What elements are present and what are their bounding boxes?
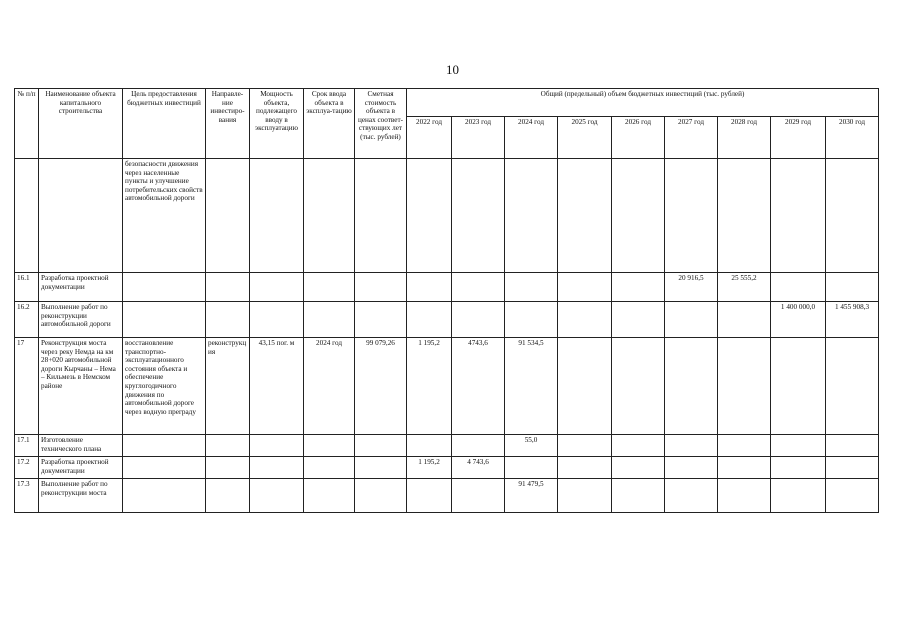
year-value-cell: 91 479,5 bbox=[505, 479, 558, 513]
object-name-cell bbox=[39, 159, 123, 273]
estimate-cell bbox=[355, 159, 407, 273]
year-value-cell bbox=[612, 338, 665, 435]
table-row bbox=[15, 273, 879, 302]
year-value-cell bbox=[612, 302, 665, 338]
year-value-cell bbox=[407, 302, 452, 338]
header-capacity: Мощность объекта, подлежащего вводу в эксплуатацию bbox=[250, 89, 304, 159]
header-total: Общий (предельный) объем бюджетных инвестиций (тыс. рублей) bbox=[407, 89, 879, 117]
direction-cell: реконструкция bbox=[206, 338, 250, 435]
year-value-cell bbox=[505, 302, 558, 338]
term-cell bbox=[304, 273, 355, 302]
table-row bbox=[15, 302, 879, 338]
year-value-cell bbox=[558, 479, 612, 513]
year-value-cell: 91 534,5 bbox=[505, 338, 558, 435]
year-value-cell bbox=[452, 159, 505, 273]
year-value-cell: 1 400 000,0 bbox=[771, 302, 826, 338]
capacity-cell bbox=[250, 479, 304, 513]
goal-cell: безопасности движения через населенные пункты и улучшение потребительских свойств автомобильной дороги bbox=[123, 159, 206, 273]
object-name-cell: Разработка проектной документации bbox=[39, 457, 123, 479]
year-value-cell bbox=[612, 435, 665, 457]
year-value-cell bbox=[826, 338, 879, 435]
year-value-cell bbox=[558, 338, 612, 435]
estimate-cell: 99 079,26 bbox=[355, 338, 407, 435]
year-value-cell: 1 195,2 bbox=[407, 338, 452, 435]
estimate-cell bbox=[355, 273, 407, 302]
row-num-cell: 16.1 bbox=[15, 273, 39, 302]
year-value-cell bbox=[665, 159, 718, 273]
row-num-cell: 17 bbox=[15, 338, 39, 435]
header-year: 2026 год bbox=[612, 117, 665, 159]
row-num-cell: 17.1 bbox=[15, 435, 39, 457]
row-num-cell: 16.2 bbox=[15, 302, 39, 338]
year-value-cell bbox=[452, 273, 505, 302]
year-value-cell bbox=[558, 273, 612, 302]
year-value-cell bbox=[558, 435, 612, 457]
header-year: 2030 год bbox=[826, 117, 879, 159]
object-name-cell: Изготовление технического плана bbox=[39, 435, 123, 457]
year-value-cell bbox=[452, 479, 505, 513]
year-value-cell bbox=[771, 273, 826, 302]
estimate-cell bbox=[355, 302, 407, 338]
year-value-cell bbox=[665, 435, 718, 457]
year-value-cell bbox=[771, 435, 826, 457]
year-value-cell bbox=[771, 159, 826, 273]
year-value-cell bbox=[826, 457, 879, 479]
term-cell: 2024 год bbox=[304, 338, 355, 435]
term-cell bbox=[304, 479, 355, 513]
table-row bbox=[15, 435, 879, 457]
year-value-cell bbox=[505, 159, 558, 273]
year-value-cell: 1 195,2 bbox=[407, 457, 452, 479]
year-value-cell bbox=[558, 302, 612, 338]
header-estimate: Сметная стоимость объекта в ценах соответ-ствующих лет (тыс. рублей) bbox=[355, 89, 407, 159]
year-value-cell bbox=[718, 457, 771, 479]
year-value-cell bbox=[407, 479, 452, 513]
year-value-cell bbox=[665, 338, 718, 435]
header-year: 2028 год bbox=[718, 117, 771, 159]
term-cell bbox=[304, 435, 355, 457]
direction-cell bbox=[206, 479, 250, 513]
header-year: 2023 год bbox=[452, 117, 505, 159]
year-value-cell bbox=[452, 435, 505, 457]
header-year: 2025 год bbox=[558, 117, 612, 159]
direction-cell bbox=[206, 457, 250, 479]
header-year: 2029 год bbox=[771, 117, 826, 159]
year-value-cell bbox=[665, 302, 718, 338]
year-value-cell bbox=[826, 435, 879, 457]
year-value-cell: 25 555,2 bbox=[718, 273, 771, 302]
header-term: Срок ввода объекта в эксплуа-тацию bbox=[304, 89, 355, 159]
investment-table bbox=[14, 88, 879, 513]
table-row bbox=[15, 479, 879, 513]
object-name-cell: Реконструкция моста через реку Немда на км 28+020 автомобильной дороги Кырчаны – Нема – Кильмезь в Немском районе bbox=[39, 338, 123, 435]
row-num-cell: 17.3 bbox=[15, 479, 39, 513]
year-value-cell bbox=[718, 479, 771, 513]
table-row bbox=[15, 457, 879, 479]
header-goal: Цель предоставления бюджетных инвестиций bbox=[123, 89, 206, 159]
capacity-cell: 43,15 пог. м bbox=[250, 338, 304, 435]
year-value-cell bbox=[718, 435, 771, 457]
direction-cell bbox=[206, 159, 250, 273]
year-value-cell bbox=[771, 338, 826, 435]
estimate-cell bbox=[355, 479, 407, 513]
year-value-cell bbox=[718, 338, 771, 435]
capacity-cell bbox=[250, 159, 304, 273]
year-value-cell bbox=[558, 457, 612, 479]
object-name-cell: Разработка проектной документации bbox=[39, 273, 123, 302]
year-value-cell: 20 916,5 bbox=[665, 273, 718, 302]
page-number: 10 bbox=[446, 62, 459, 77]
capacity-cell bbox=[250, 435, 304, 457]
year-value-cell bbox=[407, 273, 452, 302]
year-value-cell bbox=[665, 479, 718, 513]
year-value-cell bbox=[505, 457, 558, 479]
row-num-cell bbox=[15, 159, 39, 273]
object-name-cell: Выполнение работ по реконструкции автомобильной дороги bbox=[39, 302, 123, 338]
year-value-cell bbox=[612, 457, 665, 479]
year-value-cell bbox=[718, 302, 771, 338]
year-value-cell bbox=[826, 159, 879, 273]
row-num-cell: 17.2 bbox=[15, 457, 39, 479]
year-value-cell bbox=[612, 479, 665, 513]
year-value-cell bbox=[826, 479, 879, 513]
year-value-cell bbox=[558, 159, 612, 273]
year-value-cell bbox=[826, 273, 879, 302]
year-value-cell bbox=[452, 302, 505, 338]
year-value-cell bbox=[665, 457, 718, 479]
header-num: № п/п bbox=[15, 89, 39, 159]
year-value-cell bbox=[505, 273, 558, 302]
header-year: 2022 год bbox=[407, 117, 452, 159]
goal-cell bbox=[123, 435, 206, 457]
term-cell bbox=[304, 159, 355, 273]
direction-cell bbox=[206, 302, 250, 338]
year-value-cell bbox=[612, 273, 665, 302]
goal-cell bbox=[123, 457, 206, 479]
year-value-cell: 4 743,6 bbox=[452, 457, 505, 479]
header-direction: Направле-ние инвестиро-вания bbox=[206, 89, 250, 159]
year-value-cell: 1 455 908,3 bbox=[826, 302, 879, 338]
capacity-cell bbox=[250, 302, 304, 338]
header-name: Наименование объекта капитального строительства bbox=[39, 89, 123, 159]
capacity-cell bbox=[250, 273, 304, 302]
header-year: 2024 год bbox=[505, 117, 558, 159]
capacity-cell bbox=[250, 457, 304, 479]
year-value-cell bbox=[771, 479, 826, 513]
year-value-cell: 4743,6 bbox=[452, 338, 505, 435]
year-value-cell bbox=[718, 159, 771, 273]
goal-cell bbox=[123, 273, 206, 302]
year-value-cell bbox=[771, 457, 826, 479]
year-value-cell bbox=[612, 159, 665, 273]
direction-cell bbox=[206, 435, 250, 457]
year-value-cell: 55,0 bbox=[505, 435, 558, 457]
direction-cell bbox=[206, 273, 250, 302]
term-cell bbox=[304, 302, 355, 338]
term-cell bbox=[304, 457, 355, 479]
year-value-cell bbox=[407, 435, 452, 457]
goal-cell bbox=[123, 479, 206, 513]
estimate-cell bbox=[355, 435, 407, 457]
estimate-cell bbox=[355, 457, 407, 479]
year-value-cell bbox=[407, 159, 452, 273]
goal-cell: восстановление транспортно-эксплуатационного состояния объекта и обеспечение круглогодичного движения по автомобильной дороге через водную преграду bbox=[123, 338, 206, 435]
goal-cell bbox=[123, 302, 206, 338]
table-row bbox=[15, 159, 879, 273]
object-name-cell: Выполнение работ по реконструкции моста bbox=[39, 479, 123, 513]
table-row bbox=[15, 338, 879, 435]
header-year: 2027 год bbox=[665, 117, 718, 159]
